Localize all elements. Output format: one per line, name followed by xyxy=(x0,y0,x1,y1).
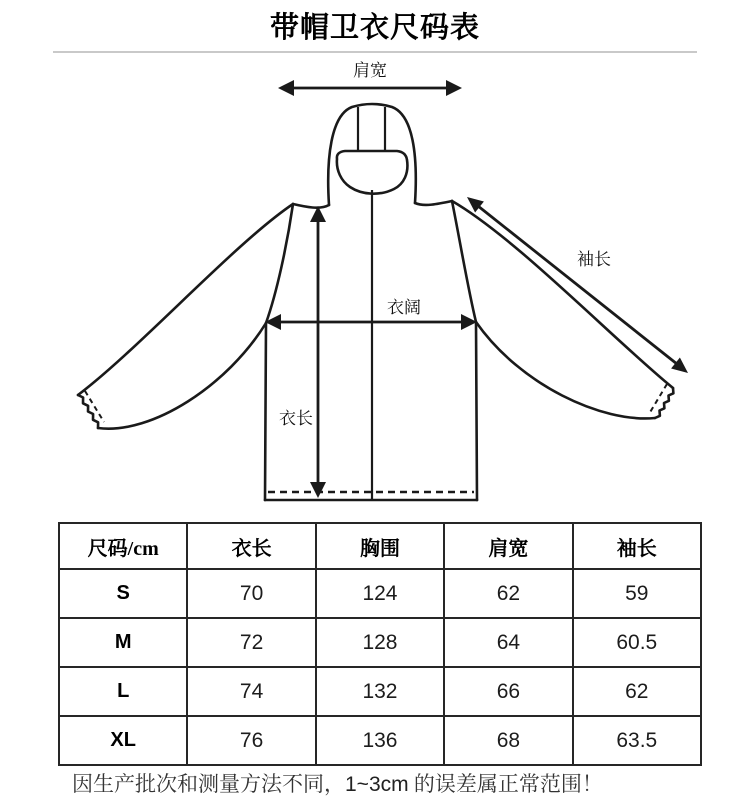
title-divider xyxy=(53,51,697,53)
hood-opening xyxy=(337,151,408,194)
sleeve-length-label: 袖长 xyxy=(577,250,611,269)
table-row xyxy=(59,618,701,667)
shoulder-value: 62 xyxy=(444,569,572,618)
table-row xyxy=(59,716,701,765)
table-row xyxy=(59,569,701,618)
shoulder-value: 68 xyxy=(444,716,572,765)
left-sleeve xyxy=(78,204,293,429)
header-cell-shoulder: 肩宽 xyxy=(444,523,572,569)
length-value: 72 xyxy=(187,618,315,667)
tolerance-note-prefix: 因生产批次和测量方法不同， xyxy=(72,772,345,796)
tolerance-note-value: 1~3cm xyxy=(345,773,409,796)
header-cell-chest: 胸围 xyxy=(316,523,444,569)
garment-length-label: 衣长 xyxy=(279,409,313,428)
garment-length-arrow xyxy=(310,206,326,498)
left-cuff-zigzag xyxy=(78,395,98,428)
length-value: 76 xyxy=(187,716,315,765)
body-outline xyxy=(265,190,477,500)
chest-value: 136 xyxy=(316,716,444,765)
tolerance-note-suffix: 的误差属正常范围！ xyxy=(408,772,603,796)
right-armhole-seam xyxy=(452,201,476,322)
size-chart-table xyxy=(58,522,702,766)
page-title: 带帽卫衣尺码表 xyxy=(269,12,480,44)
hood-outline xyxy=(328,104,416,205)
garment-width-label: 衣阔 xyxy=(387,298,421,317)
header-cell-sleeve: 袖长 xyxy=(573,523,701,569)
chest-value: 124 xyxy=(316,569,444,618)
chest-value: 128 xyxy=(316,618,444,667)
tolerance-note xyxy=(72,768,603,798)
size-label: M xyxy=(59,618,187,667)
table-row xyxy=(59,667,701,716)
hoodie-measurement-diagram xyxy=(0,55,750,518)
shoulder-value: 64 xyxy=(444,618,572,667)
chest-value: 132 xyxy=(316,667,444,716)
header-cell-length: 衣长 xyxy=(187,523,315,569)
length-value: 74 xyxy=(187,667,315,716)
right-shoulder-line xyxy=(415,201,452,205)
sleeve-value: 60.5 xyxy=(573,618,701,667)
sleeve-length-arrow xyxy=(467,197,688,373)
shoulder-width-arrow xyxy=(278,80,462,96)
shoulder-width-label: 肩宽 xyxy=(353,61,387,80)
left-shoulder-line xyxy=(293,204,329,208)
size-label: S xyxy=(59,569,187,618)
table-header-row xyxy=(59,523,701,569)
header-cell-size-unit: 尺码/cm xyxy=(59,523,187,569)
sleeve-value: 62 xyxy=(573,667,701,716)
sleeve-value: 59 xyxy=(573,569,701,618)
right-sleeve xyxy=(452,201,673,418)
size-label: XL xyxy=(59,716,187,765)
length-value: 70 xyxy=(187,569,315,618)
right-cuff-zigzag xyxy=(655,388,673,418)
shoulder-value: 66 xyxy=(444,667,572,716)
sleeve-value: 63.5 xyxy=(573,716,701,765)
size-label: L xyxy=(59,667,187,716)
